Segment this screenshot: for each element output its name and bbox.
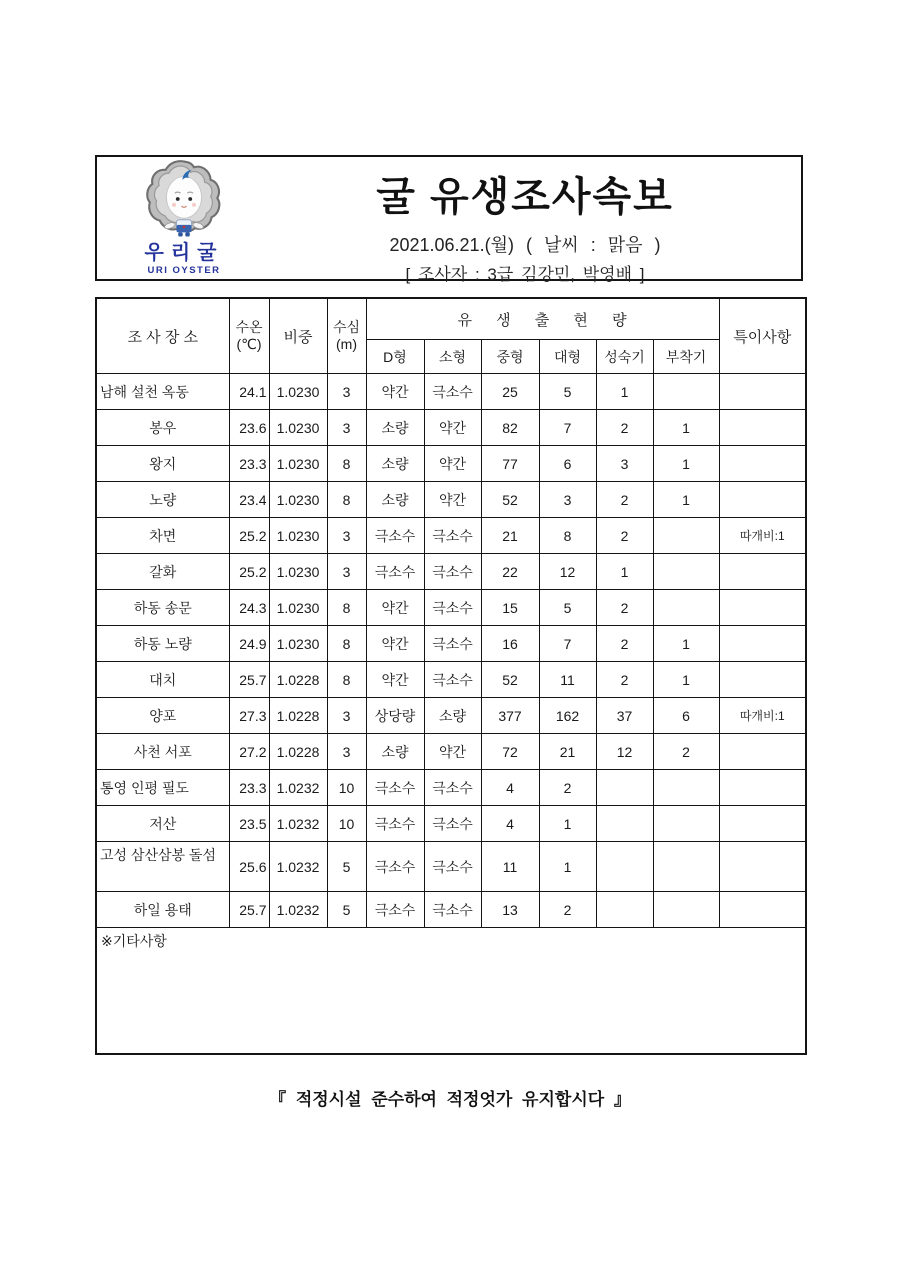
notes-cell	[719, 554, 806, 590]
table-row	[96, 662, 806, 698]
stage-large-cell: 6	[539, 446, 596, 482]
stage-mid-cell: 72	[481, 734, 539, 770]
stage-attach-cell: 1	[653, 410, 719, 446]
temp-cell: 25.7	[229, 892, 269, 928]
stage-small-cell: 소량	[424, 698, 481, 734]
stage-mid-cell: 4	[481, 806, 539, 842]
col-header-stage-large: 대형	[539, 340, 596, 374]
stage-mid-cell: 25	[481, 374, 539, 410]
notes-cell	[719, 806, 806, 842]
notes-cell	[719, 410, 806, 446]
table-row	[96, 770, 806, 806]
stage-large-cell: 5	[539, 374, 596, 410]
stage-small-cell: 극소수	[424, 374, 481, 410]
stage-large-cell: 1	[539, 842, 596, 892]
temp-cell: 23.4	[229, 482, 269, 518]
stage-mid-cell: 15	[481, 590, 539, 626]
location-cell: 갈화	[96, 554, 229, 590]
depth-cell: 3	[327, 374, 366, 410]
stage-large-cell: 2	[539, 892, 596, 928]
depth-cell: 3	[327, 554, 366, 590]
location-cell: 하동 노량	[96, 626, 229, 662]
col-header-gravity: 비중	[269, 298, 327, 374]
notes-cell	[719, 770, 806, 806]
stage-mid-cell: 77	[481, 446, 539, 482]
stage-mid-cell: 52	[481, 662, 539, 698]
stage-attach-cell: 1	[653, 482, 719, 518]
stage-mature-cell: 2	[596, 482, 653, 518]
surveyor-line: [ 조사자 : 3급 김강민, 박영배 ]	[405, 265, 645, 284]
col-header-stage-mature: 성숙기	[596, 340, 653, 374]
temp-label: 수온	[235, 318, 263, 335]
location-cell: 고성 삼산삼봉 돌섬	[96, 842, 229, 892]
temp-cell: 23.5	[229, 806, 269, 842]
temp-cell: 25.2	[229, 554, 269, 590]
table-row	[96, 590, 806, 626]
temp-cell: 23.6	[229, 410, 269, 446]
stage-mid-cell: 4	[481, 770, 539, 806]
location-cell: 하일 용태	[96, 892, 229, 928]
stage-small-cell: 약간	[424, 410, 481, 446]
notes-cell	[719, 482, 806, 518]
col-header-location: 조 사 장 소	[96, 298, 229, 374]
col-header-depth	[327, 298, 366, 374]
stage-attach-cell	[653, 518, 719, 554]
gravity-cell: 1.0228	[269, 698, 327, 734]
table-row	[96, 698, 806, 734]
gravity-cell: 1.0230	[269, 554, 327, 590]
stage-d-cell: 약간	[366, 626, 424, 662]
survey-table-body	[96, 374, 806, 928]
stage-mid-cell: 16	[481, 626, 539, 662]
stage-mature-cell: 1	[596, 554, 653, 590]
table-row	[96, 446, 806, 482]
stage-small-cell: 극소수	[424, 770, 481, 806]
location-cell: 노량	[96, 482, 229, 518]
footer-slogan: 『 적정시설 준수하여 적정엇가 유지합시다 』	[269, 1090, 631, 1109]
depth-cell: 5	[327, 892, 366, 928]
stage-small-cell: 극소수	[424, 590, 481, 626]
stage-mature-cell: 2	[596, 518, 653, 554]
stage-mature-cell	[596, 842, 653, 892]
stage-large-cell: 5	[539, 590, 596, 626]
stage-large-cell: 3	[539, 482, 596, 518]
stage-mature-cell	[596, 892, 653, 928]
stage-large-cell: 162	[539, 698, 596, 734]
stage-small-cell: 극소수	[424, 626, 481, 662]
gravity-cell: 1.0230	[269, 446, 327, 482]
temp-cell: 24.3	[229, 590, 269, 626]
stage-mid-cell: 377	[481, 698, 539, 734]
stage-d-cell: 소량	[366, 410, 424, 446]
gravity-cell: 1.0230	[269, 374, 327, 410]
stage-mature-cell: 2	[596, 410, 653, 446]
notes-cell: 따개비:1	[719, 518, 806, 554]
gravity-cell: 1.0230	[269, 626, 327, 662]
temp-cell: 27.2	[229, 734, 269, 770]
stage-attach-cell	[653, 554, 719, 590]
temp-cell: 27.3	[229, 698, 269, 734]
depth-cell: 5	[327, 842, 366, 892]
location-cell: 차면	[96, 518, 229, 554]
notes-cell	[719, 446, 806, 482]
stage-attach-cell	[653, 590, 719, 626]
gravity-cell: 1.0230	[269, 410, 327, 446]
stage-mature-cell: 3	[596, 446, 653, 482]
notes-cell	[719, 374, 806, 410]
stage-small-cell: 약간	[424, 446, 481, 482]
stage-mature-cell	[596, 770, 653, 806]
stage-mature-cell: 12	[596, 734, 653, 770]
stage-attach-cell: 1	[653, 662, 719, 698]
stage-attach-cell: 1	[653, 626, 719, 662]
stage-small-cell: 극소수	[424, 892, 481, 928]
depth-cell: 3	[327, 698, 366, 734]
temp-cell: 23.3	[229, 446, 269, 482]
notes-cell	[719, 734, 806, 770]
stage-attach-cell	[653, 892, 719, 928]
stage-attach-cell: 1	[653, 446, 719, 482]
stage-small-cell: 극소수	[424, 554, 481, 590]
stage-attach-cell	[653, 806, 719, 842]
gravity-cell: 1.0232	[269, 892, 327, 928]
page-title: 굴 유생조사속보	[376, 175, 674, 219]
table-row	[96, 842, 806, 892]
depth-cell: 8	[327, 446, 366, 482]
table-row	[96, 410, 806, 446]
location-cell: 통영 인평 필도	[96, 770, 229, 806]
stage-small-cell: 약간	[424, 482, 481, 518]
stage-attach-cell: 6	[653, 698, 719, 734]
stage-large-cell: 8	[539, 518, 596, 554]
gravity-cell: 1.0230	[269, 518, 327, 554]
table-row	[96, 626, 806, 662]
stage-large-cell: 7	[539, 626, 596, 662]
stage-large-cell: 12	[539, 554, 596, 590]
stage-small-cell: 약간	[424, 734, 481, 770]
col-header-stage-small: 소형	[424, 340, 481, 374]
col-header-notes: 특이사항	[719, 298, 806, 374]
stage-attach-cell: 2	[653, 734, 719, 770]
table-row	[96, 482, 806, 518]
stage-d-cell: 극소수	[366, 518, 424, 554]
stage-d-cell: 극소수	[366, 770, 424, 806]
survey-date-line: 2021.06.21.(월) ( 날씨 : 맑음 )	[389, 235, 661, 255]
col-header-stage-attach: 부착기	[653, 340, 719, 374]
notes-cell	[719, 842, 806, 892]
location-cell: 왕지	[96, 446, 229, 482]
stage-d-cell: 약간	[366, 590, 424, 626]
logo-korean-text: 우리굴	[144, 242, 224, 264]
table-row	[96, 374, 806, 410]
larvae-survey-table	[95, 297, 807, 1055]
stage-large-cell: 1	[539, 806, 596, 842]
notes-cell	[719, 662, 806, 698]
temp-cell: 25.6	[229, 842, 269, 892]
depth-cell: 8	[327, 626, 366, 662]
stage-attach-cell	[653, 770, 719, 806]
stage-d-cell: 극소수	[366, 806, 424, 842]
etc-notes-cell: ※기타사항	[96, 928, 806, 1055]
depth-cell: 8	[327, 590, 366, 626]
notes-cell	[719, 626, 806, 662]
stage-large-cell: 2	[539, 770, 596, 806]
location-cell: 봉우	[96, 410, 229, 446]
temp-cell: 24.9	[229, 626, 269, 662]
table-row	[96, 734, 806, 770]
oyster-baby-mascot-icon	[142, 159, 226, 239]
stage-d-cell: 소량	[366, 482, 424, 518]
temp-unit: (℃)	[236, 336, 262, 352]
stage-d-cell: 약간	[366, 374, 424, 410]
logo-english-text: URI OYSTER	[147, 265, 221, 276]
depth-cell: 8	[327, 482, 366, 518]
uri-oyster-logo	[117, 159, 251, 276]
notes-cell	[719, 590, 806, 626]
header-text-block	[257, 165, 793, 285]
stage-mature-cell: 2	[596, 590, 653, 626]
col-header-stage-d: D형	[366, 340, 424, 374]
gravity-cell: 1.0230	[269, 590, 327, 626]
stage-small-cell: 극소수	[424, 662, 481, 698]
stage-d-cell: 극소수	[366, 842, 424, 892]
depth-label: 수심	[332, 318, 361, 335]
col-header-stage-mid: 중형	[481, 340, 539, 374]
stage-d-cell: 소량	[366, 734, 424, 770]
stage-mid-cell: 11	[481, 842, 539, 892]
stage-d-cell: 극소수	[366, 892, 424, 928]
stage-small-cell: 극소수	[424, 806, 481, 842]
stage-d-cell: 약간	[366, 662, 424, 698]
stage-attach-cell	[653, 374, 719, 410]
etc-notes-row	[96, 928, 806, 1055]
gravity-cell: 1.0228	[269, 662, 327, 698]
depth-cell: 3	[327, 518, 366, 554]
table-row	[96, 518, 806, 554]
stage-mid-cell: 13	[481, 892, 539, 928]
location-cell: 대치	[96, 662, 229, 698]
location-cell: 남해 설천 옥동	[96, 374, 229, 410]
col-header-larvae-group: 유 생 출 현 량	[366, 298, 719, 340]
notes-cell	[719, 892, 806, 928]
location-cell: 저산	[96, 806, 229, 842]
location-cell: 하동 송문	[96, 590, 229, 626]
depth-cell: 3	[327, 410, 366, 446]
gravity-cell: 1.0232	[269, 770, 327, 806]
report-header	[95, 155, 803, 284]
stage-small-cell: 극소수	[424, 518, 481, 554]
gravity-cell: 1.0230	[269, 482, 327, 518]
stage-mature-cell	[596, 806, 653, 842]
depth-cell: 10	[327, 770, 366, 806]
col-header-temperature	[229, 298, 269, 374]
stage-d-cell: 상당량	[366, 698, 424, 734]
temp-cell: 25.2	[229, 518, 269, 554]
stage-small-cell: 극소수	[424, 842, 481, 892]
gravity-cell: 1.0232	[269, 842, 327, 892]
stage-mid-cell: 22	[481, 554, 539, 590]
table-row	[96, 554, 806, 590]
table-row	[96, 806, 806, 842]
depth-cell: 8	[327, 662, 366, 698]
table-row	[96, 892, 806, 928]
stage-mature-cell: 1	[596, 374, 653, 410]
stage-large-cell: 7	[539, 410, 596, 446]
stage-large-cell: 21	[539, 734, 596, 770]
temp-cell: 24.1	[229, 374, 269, 410]
location-cell: 사천 서포	[96, 734, 229, 770]
stage-mature-cell: 2	[596, 626, 653, 662]
stage-attach-cell	[653, 842, 719, 892]
stage-mid-cell: 52	[481, 482, 539, 518]
stage-mid-cell: 21	[481, 518, 539, 554]
stage-mature-cell: 2	[596, 662, 653, 698]
depth-cell: 10	[327, 806, 366, 842]
temp-cell: 25.7	[229, 662, 269, 698]
depth-unit: (m)	[336, 336, 357, 352]
stage-mature-cell: 37	[596, 698, 653, 734]
stage-mid-cell: 82	[481, 410, 539, 446]
temp-cell: 23.3	[229, 770, 269, 806]
stage-d-cell: 극소수	[366, 554, 424, 590]
depth-cell: 3	[327, 734, 366, 770]
stage-large-cell: 11	[539, 662, 596, 698]
stage-d-cell: 소량	[366, 446, 424, 482]
location-cell: 양포	[96, 698, 229, 734]
gravity-cell: 1.0232	[269, 806, 327, 842]
gravity-cell: 1.0228	[269, 734, 327, 770]
notes-cell: 따개비:1	[719, 698, 806, 734]
